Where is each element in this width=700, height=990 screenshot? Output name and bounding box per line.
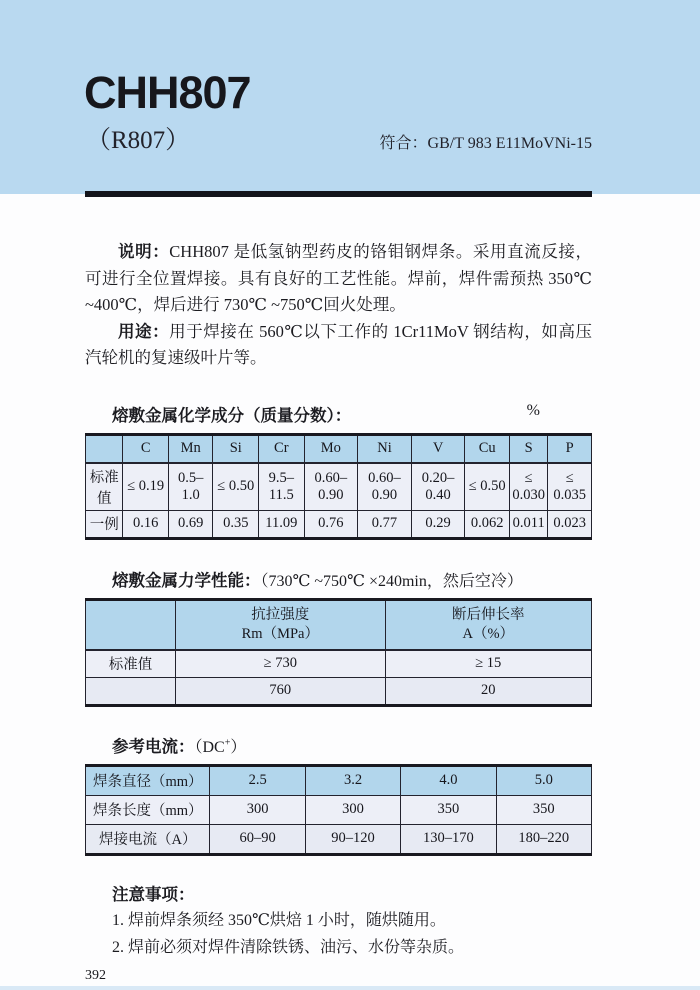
page-number: 392 [85,968,106,983]
column-header: S [509,434,547,463]
column-header [176,599,385,650]
column-header: Mn [168,434,213,463]
product-alias: （R807） [86,127,191,154]
row-label: 标准值 [86,463,123,511]
cell: 60–90 [210,824,305,854]
chemistry-corner-cell [86,434,123,463]
header-subrow [0,116,700,156]
diameter-row [86,765,592,795]
column-header: C [123,434,169,463]
cell: 350 [401,795,496,824]
description-paragraph [85,239,592,319]
cell: 0.16 [123,510,169,538]
mechanical-title-text: 熔敷金属力学性能： [112,571,261,590]
cell: 0.023 [548,510,592,538]
column-header [385,599,591,650]
cell: 0.77 [358,510,412,538]
chemistry-header-row [86,434,592,463]
notes-section [85,882,592,962]
cell: 9.5–11.5 [259,463,305,511]
description-text: CHH807 是低氢钠型药皮的铬钼钢焊条。采用直流反接，可进行全位置焊接。具有良好的工艺性能。焊前，焊件需预热 350℃ ~400℃，焊后进行 730℃ ~750℃回火处理。 [85,242,593,314]
mechanical-section-title [85,567,592,591]
row-label: 焊条长度（mm） [86,795,210,824]
note-item: 1. 焊前焊条须经 350℃烘焙 1 小时，随烘随用。 [112,912,446,929]
cell: 0.69 [168,510,213,538]
table-row [86,677,592,705]
cell: 350 [496,795,591,824]
length-row [86,795,592,824]
cell: 130–170 [401,824,496,854]
description-label: 说明： [118,243,170,261]
current-table [85,764,592,856]
cell: ≤ 0.50 [213,463,259,511]
page-title: CHH807 [84,67,251,118]
cell: ≥ 730 [176,650,385,678]
mechanical-header-row [86,599,592,650]
column-header: Cu [465,434,510,463]
cell: 20 [385,677,591,705]
elongation-header-cn: 断后伸长率 [452,606,525,623]
cell: 90–120 [305,824,400,854]
cell: 0.20–0.40 [411,463,465,511]
column-header: Ni [358,434,412,463]
current-section-title [85,733,592,757]
cell: 5.0 [496,765,591,795]
tensile-header-symbol: Rm（MPa） [241,625,319,642]
note-item: 2. 焊前必须对焊件清除铁锈、油污、水份等杂质。 [112,938,465,956]
notes-title: 注意事项： [112,885,195,904]
cell: 0.60–0.90 [304,463,358,511]
elongation-header-symbol: A（%） [462,625,515,642]
chemistry-table [85,433,592,540]
cell: 0.29 [411,510,465,538]
cell: 3.2 [305,765,400,795]
usage-label: 用途： [118,322,170,341]
header-divider [85,191,592,197]
chemistry-section-title [85,402,592,426]
row-label: 标准值 [86,650,176,678]
mechanical-title-condition: （730℃ ~750℃ ×240min，然后空冷） [260,572,523,590]
cell: 0.5–1.0 [168,463,213,511]
chemistry-title-text: 熔敷金属化学成分（质量分数）： [112,406,352,425]
usage-paragraph [85,319,592,372]
row-label: 焊条直径（mm） [86,765,210,795]
current-title-text: 参考电流： [112,737,195,756]
column-header: Cr [259,434,305,463]
cell: 0.011 [509,510,547,538]
dc-plus-superscript: + [224,737,231,749]
mechanical-corner-cell [86,599,176,650]
amperage-row [86,824,592,854]
header-band [0,0,700,194]
column-header: V [411,434,465,463]
cell: ≤ 0.19 [123,463,169,511]
cell: 180–220 [496,824,591,854]
cell: 300 [305,795,400,824]
cell: 0.76 [304,510,358,538]
cell: ≥ 15 [385,650,591,678]
bottom-accent-strip [0,986,700,990]
tensile-header-cn: 抗拉强度 [251,606,310,623]
cell: 0.60–0.90 [358,463,412,511]
cell: ≤ 0.50 [465,463,510,511]
cell: 2.5 [210,765,305,795]
chemistry-unit: % [526,401,540,419]
cell: 0.35 [213,510,259,538]
column-header: Mo [304,434,358,463]
cell: 4.0 [401,765,496,795]
table-row [86,650,592,678]
current-polarity: （DC+） [194,737,247,756]
row-label: 一例 [86,510,123,538]
cell: 760 [176,677,385,705]
cell: ≤ 0.030 [509,463,547,511]
column-header: Si [213,434,259,463]
mechanical-table [85,598,592,707]
row-label: 焊接电流（A） [86,824,210,854]
usage-text: 用于焊接在 560℃以下工作的 1Cr11MoV 钢结构，如高压汽轮机的复速级叶片等。 [85,321,592,367]
table-row [86,463,592,511]
cell: 11.09 [259,510,305,538]
cell: ≤ 0.035 [548,463,592,511]
row-label [86,677,176,705]
page-body [0,239,700,961]
cell: 300 [210,795,305,824]
standard-reference: 符合：GB/T 983 E11MoVNi-15 [379,135,592,152]
cell: 0.062 [465,510,510,538]
column-header: P [548,434,592,463]
table-row [86,510,592,538]
